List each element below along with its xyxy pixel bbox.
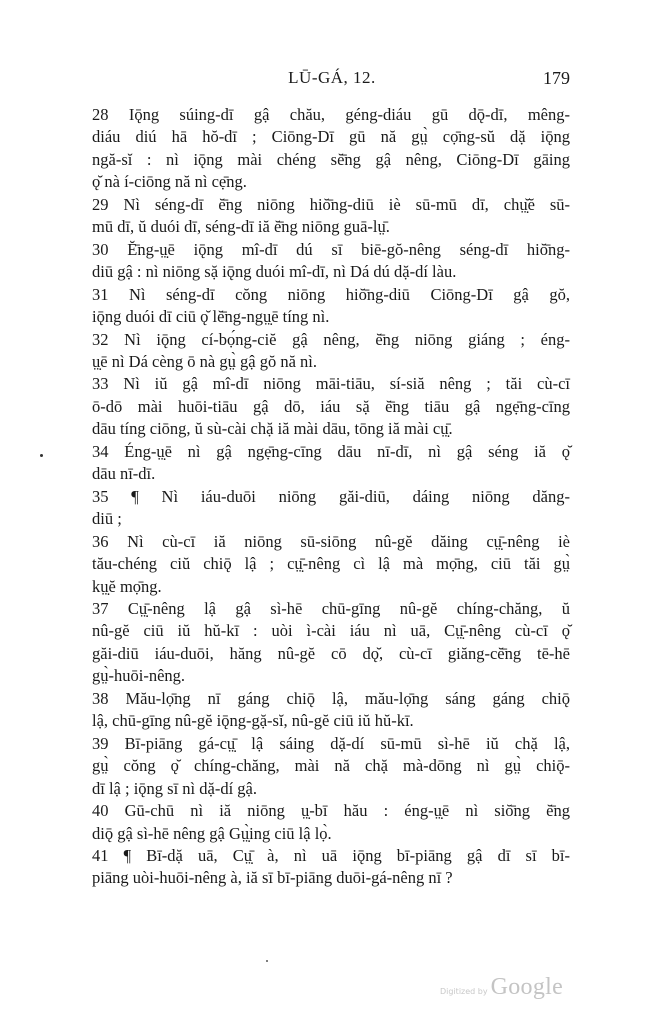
verse-line: 36 Nì cù-cī iă niōng sū-siōng nû-gĕ dăing cṳ̣̄-nêng iè bbox=[92, 531, 570, 551]
running-head bbox=[94, 68, 570, 92]
verse-line: 28 Iǭng súing-dī gậ chău, géng-diáu gū dǭ-dī, mêng- bbox=[92, 105, 570, 124]
verse-line: 41 ¶ Bī-dặ uā, Cṳ̣̄ à, nì uā iǭng bī-piāng gậ dī sī bī- bbox=[92, 845, 570, 865]
verse-line: kṳ̣ĕ mọ̄ng. bbox=[92, 576, 162, 596]
verse-line: 39 Bī-piāng gá-cṳ̣̄ lậ sáing dặ-dí sū-mū sì-hē iŭ chặ lậ, bbox=[92, 733, 570, 753]
verse-line: dāu nī-dī. bbox=[92, 464, 156, 484]
verse-line: 32 Nì iǭng cí-bọ́ng-ciĕ gậ nêng, ĕ̄ng niōng giáng ; éng- bbox=[92, 329, 570, 349]
verse-line: 31 Nì séng-dī cŏng niōng hiŏ̄ng-diū Ciōng-Dī gậ gŏ, bbox=[92, 284, 570, 304]
running-title: LŪ-GÁ, 12. bbox=[288, 68, 376, 87]
verse-line: ngă-sĭ : nì iǭng mài chéng sĕ̄ng gậ nêng, Ciōng-Dī gāing bbox=[92, 149, 570, 169]
verse-line: diáu diú hā hŏ-dī ; Ciōng-Dī gū nă gṳ̀ cọ̄ng-sŭ dặ iǭng bbox=[92, 127, 570, 147]
body-text bbox=[92, 104, 570, 890]
verse-line: diǭ gậ sì-hē nêng gậ Gṳ̣̀ing ciū lậ lọ̀. bbox=[92, 823, 332, 843]
verse-line: lậ, chū-gīng nû-gĕ iǭng-gặ-sĭ, nû-gĕ ciū iŭ hŭ-kī. bbox=[92, 711, 414, 731]
verse-line: diū gậ : nì niōng sặ iǭng duói mî-dī, nì Dá dú dặ-dí làu. bbox=[92, 262, 457, 282]
verse-line: 37 Cṳ̣̄-nêng lậ gậ sì-hē chū-gīng nû-gĕ chíng-chăng, ŭ bbox=[92, 598, 570, 618]
verse-line: mū dī, ŭ duói dī, séng-dī iă ĕ̄ng niōng guā-lṳ̄. bbox=[92, 217, 390, 237]
verse-paragraph bbox=[92, 688, 570, 733]
verse-line: dī lậ ; iǭng sī nì dặ-dí gậ. bbox=[92, 778, 257, 798]
verse-paragraph bbox=[92, 531, 570, 598]
verse-line: piāng uòi-huōi-nêng à, iă sī bī-piāng duōi-gá-nêng nī ? bbox=[92, 868, 453, 888]
verse-paragraph bbox=[92, 800, 570, 845]
verse-paragraph bbox=[92, 733, 570, 800]
watermark-brand: Google bbox=[490, 974, 564, 1000]
verse-line: 38 Mău-lọ̄ng nī gáng chiǭ lậ, mău-lọ̄ng sáng gáng chiǭ bbox=[92, 688, 570, 708]
verse-line: găi-diū iáu-duōi, hăng nû-gĕ cō dǫ̆, cù-cī giăng-cĕ̄ng tē-hē bbox=[92, 643, 570, 663]
verse-line: 35 ¶ Nì iáu-duōi niōng găi-diū, dáing niōng dăng- bbox=[92, 486, 570, 506]
verse-paragraph bbox=[92, 441, 570, 486]
verse-line: 33 Nì iŭ gậ mî-dī niōng māi-tiāu, sí-siă nêng ; tăi cù-cī bbox=[92, 374, 570, 394]
verse-line: ǫ̆ nà í-ciōng nă nì cẹ̄ng. bbox=[92, 172, 247, 192]
verse-paragraph bbox=[92, 194, 570, 239]
verse-line: gṳ̀ cŏng ǫ̆ chíng-chăng, mài nă chặ mà-dōng nì gṳ̀ chiǭ- bbox=[92, 756, 570, 776]
verse-line: dāu tíng ciōng, ŭ sù-cài chặ iă mài dāu, tōng iă mài cṳ̣̄. bbox=[92, 419, 453, 439]
watermark-prefix: Digitized by bbox=[440, 987, 488, 996]
verse-paragraph bbox=[92, 329, 570, 374]
verse-paragraph bbox=[92, 598, 570, 688]
verse-paragraph bbox=[92, 486, 570, 531]
verse-paragraph bbox=[92, 845, 570, 890]
verse-line: 40 Gū-chū nì iă niōng ṳ̣-bī hău : éng-ṳ̣ē nì siŏ̄ng ĕ̄ng bbox=[92, 801, 570, 821]
page-number: 179 bbox=[543, 68, 570, 88]
verse-line: gṳ̀-huōi-nêng. bbox=[92, 666, 186, 686]
verse-paragraph bbox=[92, 239, 570, 284]
verse-line: ṳ̣ē nì Dá cèng ō nà gṳ̀ gậ gŏ nă nì. bbox=[92, 351, 317, 371]
verse-line: 30 Ĕ̄ng-ṳ̣ē iǭng mî-dī dú sī biē-gŏ-nêng séng-dī hiŏ̄ng- bbox=[92, 239, 570, 259]
digitized-watermark bbox=[440, 974, 563, 1004]
verse-line: nû-gĕ ciū iŭ hŭ-kī : uòi ì-cài iáu nì uā, Cṳ̣̄-nêng cù-cī ǫ̆ bbox=[92, 621, 570, 641]
verse-line: 29 Nì séng-dī ĕ̄ng niōng hiŏ̄ng-diū iè sū-mū dī, chṳ̣̆ĕ sū- bbox=[92, 194, 570, 214]
verse-paragraph bbox=[92, 284, 570, 329]
verse-paragraph bbox=[92, 373, 570, 440]
verse-line: ō-dō mài huōi-tiāu gậ dō, iáu sặ ĕ̄ng tiāu gậ ngẹ̄ng-cīng bbox=[92, 396, 570, 416]
verse-paragraph bbox=[92, 104, 570, 194]
verse-line: 34 Éng-ṳ̣ē nì gậ ngẹ̄ng-cīng dāu nī-dī, nì gậ séng iă ǫ̆ bbox=[92, 441, 570, 461]
verse-line: iǭng duói dī ciū ǫ̆ lĕ̄ng-ngṳ̣ē tíng nì. bbox=[92, 307, 330, 327]
verse-line: tău-chéng ciŭ chiǭ lậ ; cṳ̣̄-nêng cì lậ mà mọ̄ng, ciū tăi gṳ̀ bbox=[92, 554, 570, 574]
stray-mark bbox=[266, 960, 268, 962]
verse-line: diū ; bbox=[92, 509, 122, 529]
margin-mark bbox=[40, 454, 43, 457]
